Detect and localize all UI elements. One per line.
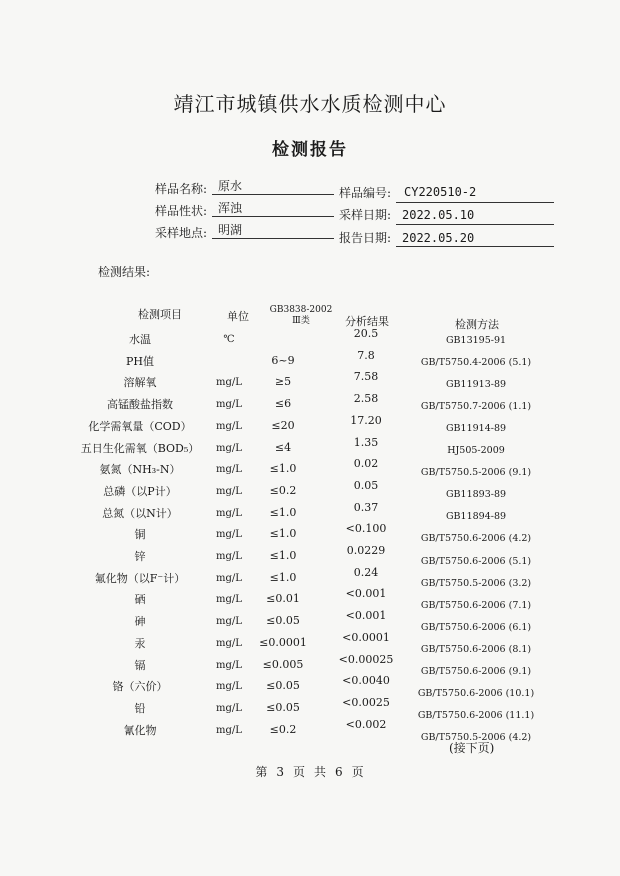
cell-standard: ≤20 <box>271 418 295 432</box>
sampling-date-label: 采样日期: <box>339 208 392 222</box>
sampling-date-value: 2022.05.10 <box>402 208 475 222</box>
cell-standard: ≥5 <box>274 375 292 389</box>
cell-method: HJ505-2009 <box>447 445 505 457</box>
sample-nature-label: 样品性状: <box>155 204 208 218</box>
underline <box>396 246 554 247</box>
underline <box>396 224 554 225</box>
cell-item: 化学需氧量（COD） <box>88 419 192 433</box>
sample-number-value: CY220510-2 <box>404 185 477 199</box>
cell-unit: mg/L <box>216 659 242 671</box>
cell-standard: ≤1.0 <box>269 570 297 584</box>
cell-method: GB/T5750.6-2006 (6.1) <box>420 621 532 633</box>
cell-result: 2.58 <box>353 392 379 406</box>
cell-result: 0.24 <box>353 565 379 579</box>
cell-method: GB11913-89 <box>445 379 507 391</box>
header-standard-line2: Ⅲ类 <box>292 316 310 326</box>
report-date-value: 2022.05.20 <box>402 231 475 245</box>
continue-note: (接下页) <box>449 741 495 755</box>
cell-unit: mg/L <box>216 442 242 454</box>
cell-method: GB/T5750.6-2006 (9.1) <box>420 665 532 677</box>
cell-standard: ≤0.05 <box>266 614 300 628</box>
cell-item: PH值 <box>126 354 154 368</box>
cell-result: <0.100 <box>345 522 387 536</box>
sampling-location-label: 采样地点: <box>155 226 208 240</box>
sample-name-label: 样品名称: <box>155 182 208 196</box>
cell-unit: mg/L <box>216 724 242 736</box>
cell-unit: mg/L <box>216 464 242 476</box>
cell-standard: ≤0.005 <box>262 657 304 671</box>
cell-item: 铜 <box>134 528 146 542</box>
cell-result: <0.002 <box>345 717 387 731</box>
page-footer <box>0 763 620 780</box>
cell-standard: ≤0.2 <box>269 722 297 736</box>
cell-unit: mg/L <box>216 681 242 693</box>
underline <box>212 194 334 195</box>
report-date-label: 报告日期: <box>339 231 392 245</box>
cell-unit: mg/L <box>216 594 242 606</box>
page-prefix: 第 <box>255 765 269 779</box>
cell-standard: ≤1.0 <box>269 549 297 562</box>
cell-standard: ≤0.0001 <box>259 635 307 649</box>
cell-item: 五日生化需氧（BOD₅） <box>80 441 200 455</box>
cell-unit: mg/L <box>216 485 242 497</box>
cell-standard: ≤0.2 <box>269 483 297 497</box>
cell-unit: mg/L <box>216 551 242 562</box>
cell-result: 1.35 <box>353 435 379 449</box>
cell-unit: mg/L <box>216 616 242 628</box>
cell-standard: ≤1.0 <box>269 527 297 541</box>
total-prefix: 共 <box>314 765 328 779</box>
cell-standard: ≤1.0 <box>269 505 297 519</box>
cell-unit: mg/L <box>216 702 242 714</box>
cell-method: GB/T5750.4-2006 (5.1) <box>420 357 532 369</box>
cell-standard: ≤0.05 <box>266 679 300 693</box>
cell-standard: ≤1.0 <box>269 462 297 476</box>
cell-item: 水温 <box>129 333 151 346</box>
cell-result: <0.0001 <box>342 630 390 644</box>
cell-result: 17.20 <box>350 413 382 427</box>
underline <box>212 216 334 217</box>
underline <box>212 238 334 239</box>
cell-method: GB11893-89 <box>445 489 507 501</box>
cell-item: 铅 <box>134 701 146 715</box>
cell-method: GB/T5750.6-2006 (4.2) <box>420 533 532 545</box>
cell-result: <0.001 <box>345 609 387 623</box>
cell-item: 锌 <box>134 550 146 563</box>
sample-number-label: 样品编号: <box>339 186 392 200</box>
cell-standard: ≤0.01 <box>266 592 300 606</box>
cell-result: 7.8 <box>357 348 375 362</box>
cell-item: 硒 <box>134 593 146 607</box>
cell-result: 0.0229 <box>346 544 386 557</box>
cell-result: <0.0025 <box>342 695 390 709</box>
cell-method: GB/T5750.5-2006 (9.1) <box>420 467 532 479</box>
cell-method: GB/T5750.6-2006 (11.1) <box>417 709 535 721</box>
cell-unit: mg/L <box>216 507 242 519</box>
cell-method: GB11894-89 <box>445 511 507 523</box>
cell-item: 氟化物（以F⁻计） <box>94 571 186 585</box>
cell-item: 高锰酸盐指数 <box>107 398 173 412</box>
cell-item: 总氮（以N计） <box>102 506 178 520</box>
cell-item: 镉 <box>134 658 146 672</box>
header-unit: 单位 <box>227 310 249 323</box>
cell-item: 氨氮（NH₃-N） <box>99 463 181 477</box>
cell-method: GB/T5750.6-2006 (7.1) <box>420 599 532 611</box>
cell-unit: mg/L <box>216 529 242 541</box>
cell-method: GB11914-89 <box>445 423 507 435</box>
organization-title: 靖江市城镇供水水质检测中心 <box>173 92 447 116</box>
cell-result: 0.37 <box>353 500 379 514</box>
cell-result: 0.02 <box>353 457 379 471</box>
sample-nature-value: 浑浊 <box>218 201 243 215</box>
cell-item: 砷 <box>134 615 146 629</box>
cell-method: GB/T5750.6-2006 (5.1) <box>420 555 532 567</box>
cell-unit: mg/L <box>216 399 242 411</box>
header-item: 检测项目 <box>138 308 182 321</box>
cell-method: GB/T5750.6-2006 (8.1) <box>420 643 532 655</box>
cell-method: GB13195-91 <box>445 335 507 346</box>
cell-unit: mg/L <box>216 420 242 432</box>
cell-standard: ≤4 <box>274 440 292 454</box>
cell-item: 氰化物 <box>123 723 157 737</box>
cell-unit: mg/L <box>216 637 242 649</box>
cell-result: <0.0040 <box>342 674 390 688</box>
header-standard-line1: GB3838-2002 <box>269 305 333 315</box>
cell-standard: ≤0.05 <box>266 700 300 714</box>
cell-item: 溶解氧 <box>123 376 157 390</box>
cell-method: GB/T5750.7-2006 (1.1) <box>420 401 532 413</box>
total-pages: 6 <box>335 765 344 779</box>
cell-item: 总磷（以P计） <box>103 484 177 498</box>
cell-unit: ℃ <box>223 334 235 345</box>
sample-name-value: 原水 <box>218 179 243 193</box>
cell-method: GB/T5750.5-2006 (4.2) <box>420 731 532 743</box>
cell-unit: mg/L <box>216 377 242 389</box>
header-standard <box>262 305 340 327</box>
underline <box>396 202 554 203</box>
cell-result: 0.05 <box>353 478 379 492</box>
header-result: 分析结果 <box>345 315 389 328</box>
results-label: 检测结果: <box>98 265 151 279</box>
total-word: 页 <box>351 765 365 779</box>
cell-item: 汞 <box>134 636 146 650</box>
cell-standard: ≤6 <box>274 397 292 411</box>
page-word: 页 <box>292 765 306 779</box>
report-title: 检测报告 <box>272 140 348 160</box>
header-method: 检测方法 <box>455 318 499 331</box>
cell-result: <0.001 <box>345 587 387 601</box>
cell-item: 铬（六价） <box>112 680 168 694</box>
cell-unit: mg/L <box>216 572 242 584</box>
cell-result: <0.00025 <box>338 652 394 666</box>
cell-result: 20.5 <box>353 327 379 340</box>
cell-result: 7.58 <box>353 370 379 384</box>
cell-method: GB/T5750.6-2006 (10.1) <box>417 687 535 699</box>
sampling-location-value: 明湖 <box>218 223 243 237</box>
page-number: 3 <box>276 765 285 779</box>
cell-standard: 6~9 <box>271 353 295 367</box>
cell-method: GB/T5750.5-2006 (3.2) <box>420 577 532 589</box>
